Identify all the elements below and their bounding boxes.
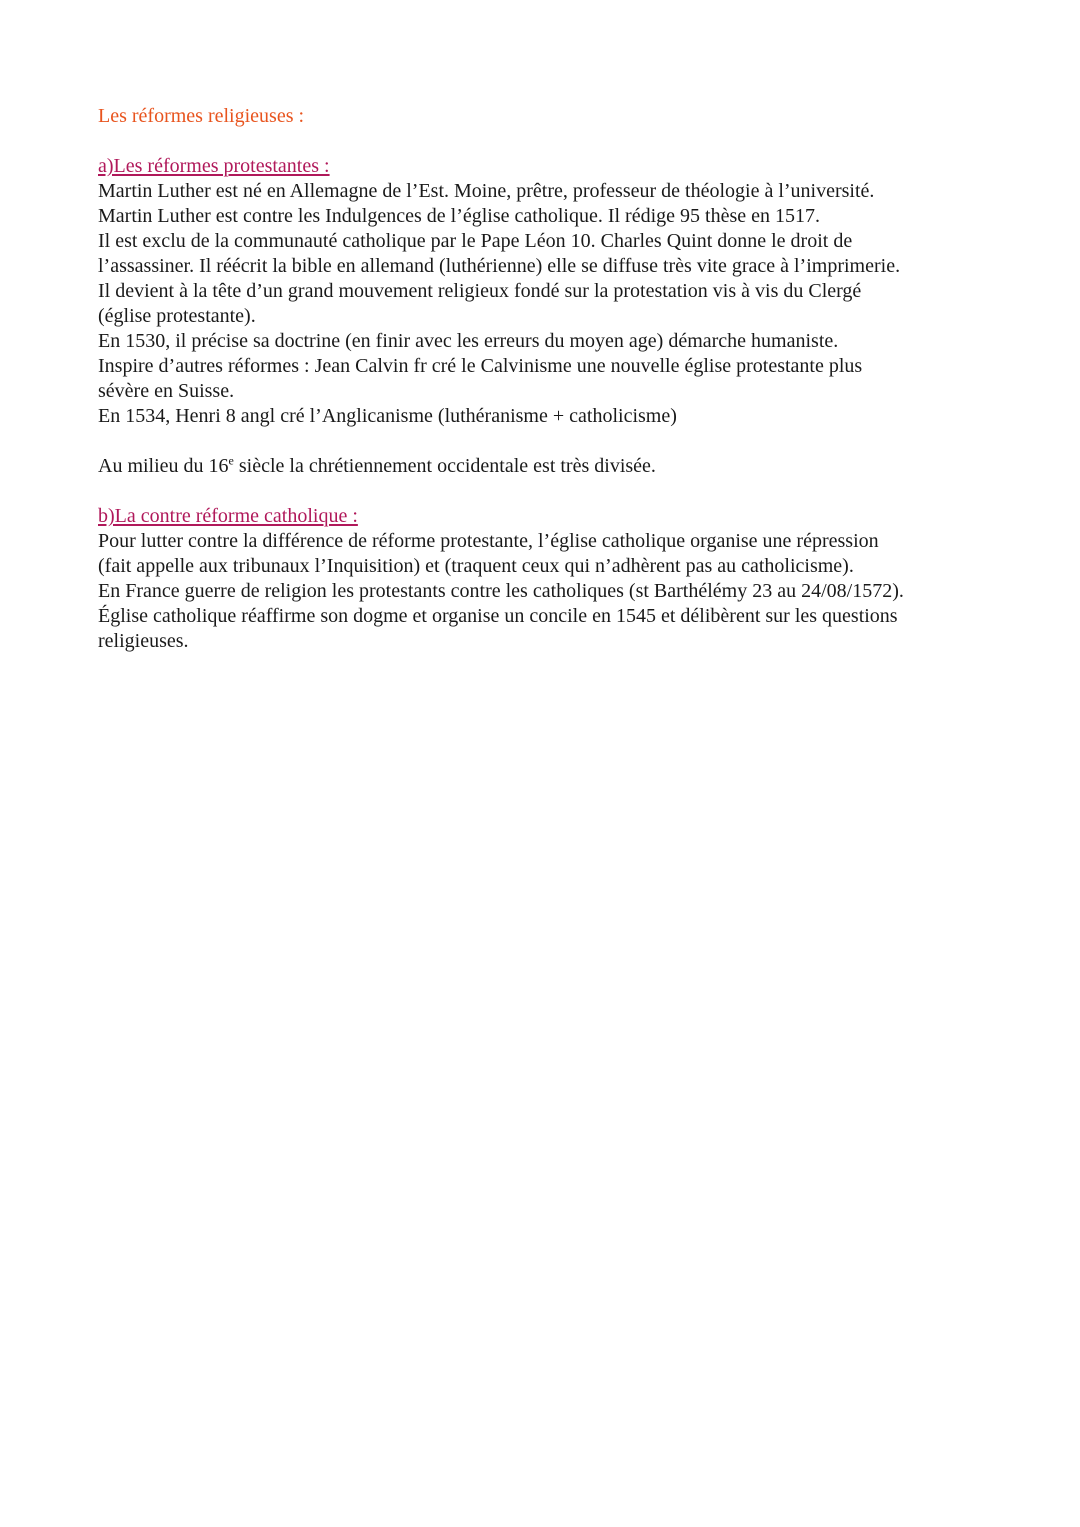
paragraph-line: En France guerre de religion les protestants contre les catholiques (st Barthélémy 23 au 24/08/1572). [98,580,904,602]
paragraph-line: Il devient à la tête d’un grand mouvement religieux fondé sur la protestation vis à vis du Clergé [98,280,862,302]
document-content [98,104,998,654]
summary-text-start: Au milieu du 16 [98,455,229,477]
summary-text-end: siècle la chrétiennement occidentale est très divisée. [233,455,656,477]
paragraph-line: En 1534, Henri 8 angl cré l’Anglicanisme (luthéranisme + catholicisme) [98,405,677,427]
paragraph-line: (fait appelle aux tribunaux l’Inquisition) et (traquent ceux qui n’adhèrent pas au catholicisme). [98,555,854,577]
paragraph-line: Il est exclu de la communauté catholique par le Pape Léon 10. Charles Quint donne le droit de [98,230,853,252]
blank-line [98,429,998,454]
paragraph-line: Église catholique réaffirme son dogme et organise un concile en 1545 et délibèrent sur les questions [98,605,898,627]
paragraph-line: Martin Luther est contre les Indulgences de l’église catholique. Il rédige 95 thèse en 1517. [98,205,820,227]
paragraph-line: religieuses. [98,630,189,652]
document-title: Les réformes religieuses : [98,105,305,127]
blank-line [98,479,998,504]
paragraph-line: Pour lutter contre la différence de réforme protestante, l’église catholique organise une répression [98,530,879,552]
paragraph-line: sévère en Suisse. [98,380,235,402]
section-counter-reform [98,504,998,654]
summary-line [98,454,998,479]
century-superscript: e [228,453,234,468]
section-a-heading: a)Les réformes protestantes : [98,155,330,177]
paragraph-line: l’assassiner. Il réécrit la bible en allemand (luthérienne) elle se diffuse très vite grace à l’imprimerie. [98,255,901,277]
paragraph-line: Inspire d’autres réformes : Jean Calvin fr cré le Calvinisme une nouvelle église protestante plus [98,355,863,377]
paragraph-line: Martin Luther est né en Allemagne de l’Est. Moine, prêtre, professeur de théologie à l’université. [98,180,875,202]
section-b-heading: b)La contre réforme catholique : [98,505,358,527]
paragraph-line: En 1530, il précise sa doctrine (en finir avec les erreurs du moyen age) démarche humaniste. [98,330,839,352]
paragraph-line: (église protestante). [98,305,256,327]
section-protestant-reforms [98,154,998,504]
